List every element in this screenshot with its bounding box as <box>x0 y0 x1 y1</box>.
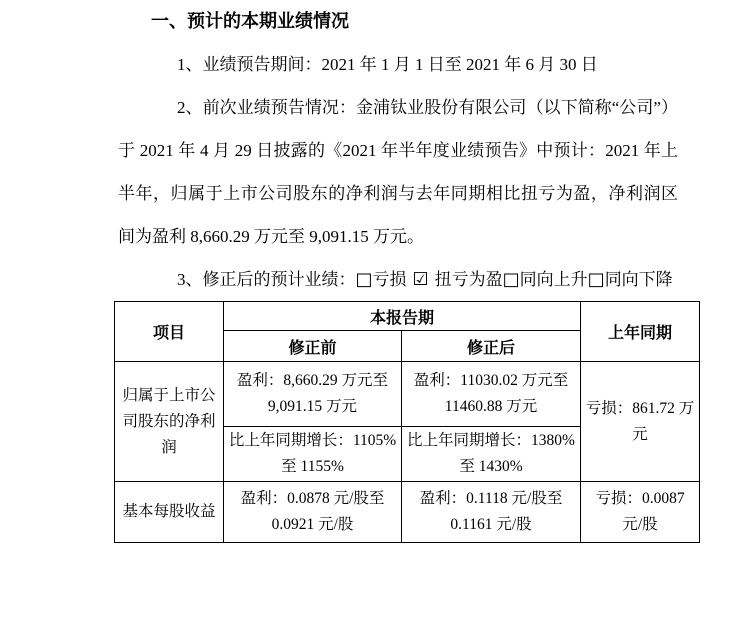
cell-eps-prior-year: 亏损：0.0087 元/股 <box>581 482 700 543</box>
paragraph-previous-forecast: 2、前次业绩预告情况：金浦钛业股份有限公司（以下简称“公司”）于 2021 年 4 月 29 日披露的《2021 年半年度业绩预告》中预计：2021 年上半年，归属于上市公司股东的净利润与去年同期相比扭亏为盈，净利润区间为盈利 8,660.29 万元至 9,091.15 万元。 <box>118 98 678 246</box>
cell-item-eps: 基本每股收益 <box>115 482 224 543</box>
checkbox-unchecked-icon: □ <box>502 269 520 290</box>
checkbox-unchecked-icon: □ <box>587 269 605 290</box>
cell-eps-before: 盈利：0.0878 元/股至 0.0921 元/股 <box>224 482 402 543</box>
header-prior-year-period: 上年同期 <box>581 302 700 362</box>
table-header-row-1 <box>115 302 700 331</box>
checkbox-option-turnaround-label: 扭亏为盈 <box>434 270 503 289</box>
cell-net-profit-before: 盈利：8,660.29 万元至 9,091.15 万元 <box>224 362 402 427</box>
checkbox-option-same-direction-down-label: 同向下降 <box>604 270 673 289</box>
paragraph-revised-forecast <box>118 258 678 301</box>
header-before-revision: 修正前 <box>224 331 402 362</box>
checkbox-option-same-direction-down <box>588 270 673 289</box>
header-current-period: 本报告期 <box>224 302 581 331</box>
table-row-net-profit <box>115 362 700 427</box>
table-row-eps <box>115 482 700 543</box>
checkbox-option-same-direction-up <box>503 270 588 289</box>
cell-net-profit-growth-after: 比上年同期增长：1380%至 1430% <box>402 427 581 482</box>
revised-forecast-label: 3、修正后的预计业绩： <box>177 270 356 289</box>
checkbox-option-loss-label: 亏损 <box>372 270 407 289</box>
paragraph-forecast-period: 1、业绩预告期间：2021 年 1 月 1 日至 2021 年 6 月 30 日 <box>177 55 598 74</box>
checkbox-option-same-direction-up-label: 同向上升 <box>519 270 588 289</box>
header-item: 项目 <box>115 302 224 362</box>
performance-table <box>114 301 700 543</box>
cell-net-profit-growth-before: 比上年同期增长：1105%至 1155% <box>224 427 402 482</box>
checkbox-option-loss <box>356 270 407 289</box>
cell-item-net-profit: 归属于上市公司股东的净利润 <box>115 362 224 482</box>
header-after-revision: 修正后 <box>402 331 581 362</box>
checkbox-checked-icon: ☑ <box>412 269 429 290</box>
cell-net-profit-after: 盈利：11030.02 万元至 11460.88 万元 <box>402 362 581 427</box>
section-title: 一、预计的本期业绩情况 <box>151 11 349 31</box>
checkbox-unchecked-icon: □ <box>355 269 373 290</box>
cell-eps-after: 盈利：0.1118 元/股至 0.1161 元/股 <box>402 482 581 543</box>
checkbox-option-turnaround <box>413 270 503 289</box>
cell-net-profit-prior-year: 亏损：861.72 万元 <box>581 362 700 482</box>
